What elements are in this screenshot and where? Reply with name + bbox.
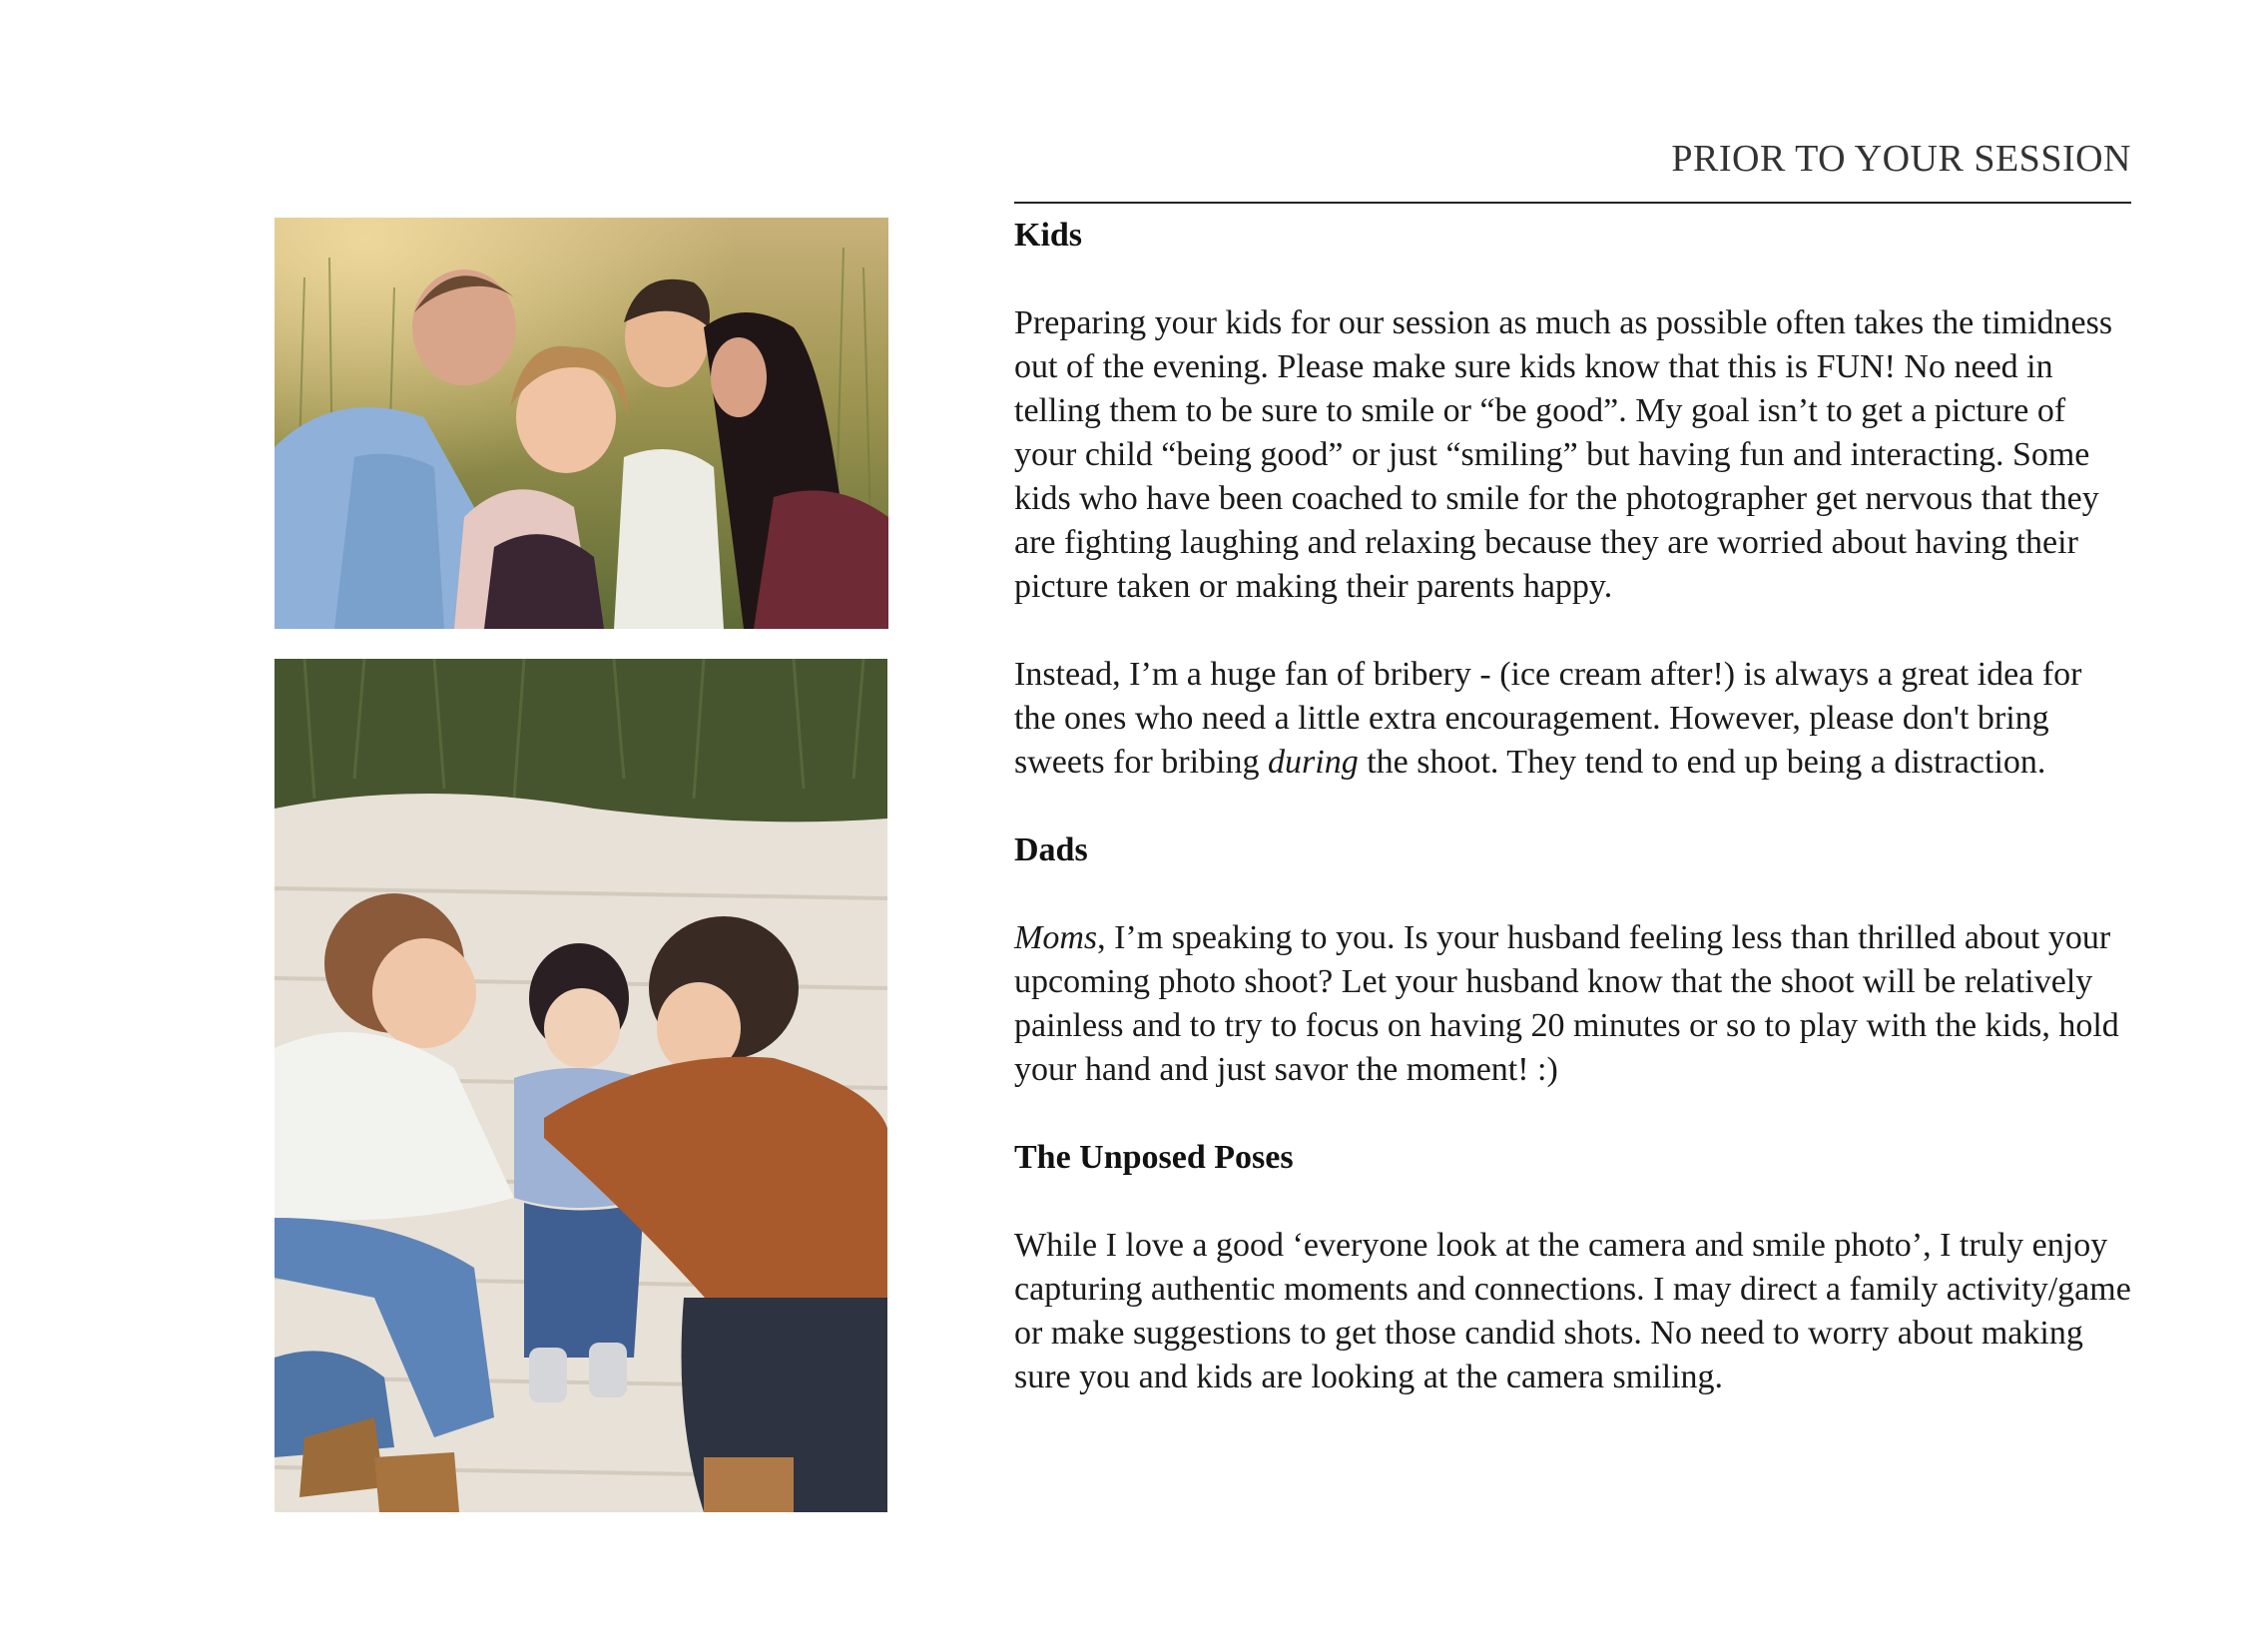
kids-paragraph-2 xyxy=(1014,653,2131,785)
kids-paragraph-1: Preparing your kids for our session as much as possible often takes the timidness out of the evening. Please make sure kids know that this is FUN! No need in telling them to be sure to smile or “be good”. My goal isn’t to get a picture of your child “being good” or just “smiling” but having fun and interacting. Some kids who have been coached to smile for the photographer get nervous that they are fighting laughing and relaxing because they are worried about having their picture taken or making their parents happy. xyxy=(1014,304,2113,605)
spacer xyxy=(1014,1092,2131,1136)
kids-paragraph-2-end: the shoot. They tend to end up being a distraction. xyxy=(1358,744,2046,781)
kids-paragraph-2-emphasis: during xyxy=(1268,744,1359,781)
kids-on-blanket-photo-icon xyxy=(275,659,887,1512)
dads-paragraph-emphasis: Moms xyxy=(1014,919,1098,956)
body-content xyxy=(1014,214,2131,1399)
spacer xyxy=(1014,609,2131,653)
header-divider xyxy=(1014,202,2131,204)
spacer xyxy=(1014,872,2131,916)
unposed-paragraph: While I love a good ‘everyone look at the camera and smile photo’, I truly enjoy capturing authentic moments and connections. I may direct a family activity/game or make suggestions to get those candid shots. No need to worry about making sure you and kids are looking at the camera smiling. xyxy=(1014,1227,2131,1395)
page-title: PRIOR TO YOUR SESSION xyxy=(1671,138,2131,180)
dads-paragraph-text: , I’m speaking to you. Is your husband feeling less than thrilled about your upcoming photo shoot? Let your husband know that the shoot will be relatively painless and to try to focus on having 20 minutes or so to play with the kids, hold your hand and just savor the moment! :) xyxy=(1014,919,2119,1088)
dads-paragraph xyxy=(1014,916,2131,1092)
spacer xyxy=(1014,785,2131,828)
section-heading-kids: Kids xyxy=(1014,217,1083,254)
family-photo-icon xyxy=(275,218,888,629)
section-heading-dads: Dads xyxy=(1014,831,1088,868)
kids-paragraph-2-start: Instead, I’m a huge fan of bribery - (ice cream after!) is always a great idea for the ones who need a little extra encouragement. However, please don't bring sweets for bribing xyxy=(1014,656,2082,781)
spacer xyxy=(1014,1180,2131,1224)
section-heading-unposed: The Unposed Poses xyxy=(1014,1139,1294,1176)
spacer xyxy=(1014,258,2131,301)
